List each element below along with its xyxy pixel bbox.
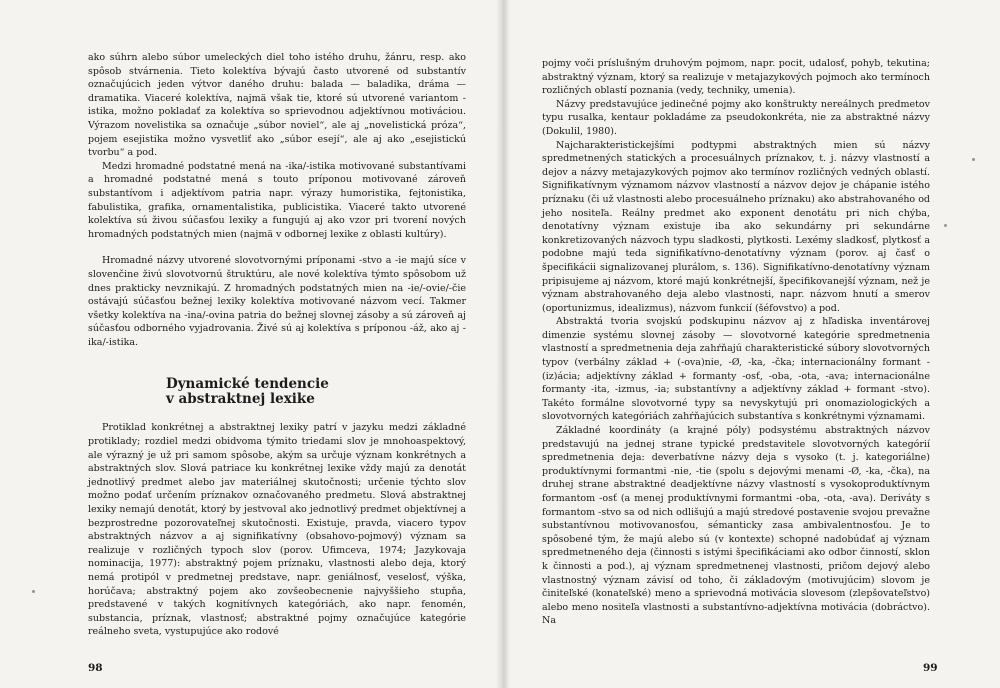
scan-speck bbox=[944, 224, 947, 227]
page-number: 99 bbox=[923, 662, 938, 674]
paragraph: Najcharakteristickejšími podtypmi abstraktných mien sú názvy spredmetnených statických a procesuálnych príznakov, t. j. názvy vlastností a dejov a názvy metajazykových pojmov ako termínov rozličných vedných oblastí. Signifikatívnym významom názvov vlastností a názvov dejov je chápanie istého príznaku (či už vlastnosti alebo procesuálneho príznaku) ako abstrahovaného od jeho nositeľa. Reálny predmet ako exponent denotátu pri nich chýba, denotatívny význam existuje iba ako sekundárny pri sekundárne konkretizovaných názvoch typu sladkosti, plytkosti. Lexémy sladkosť, plytkosť a podobne majú teda signifikatívno-denotatívny význam (porov. aj časť o špecifikácii signalizovanej plurálom, s. 136). Signifikatívno-denotatívny význam pripisujeme aj názvom, ktoré majú konkrétnejší, špecifikovanejší význam, než je význam abstrahovaného deja alebo vlastnosti, napr. názvom hnutí a smerov (oportunizmus, idealizmus), názvom funkcií (šéfovstvo) a pod. bbox=[542, 139, 930, 314]
paragraph: Medzi hromadné podstatné mená na -ika/-istika motivované substantívami a hromadné podstatné mená s touto príponou motivované zároveň substantívom i adjektívom patria napr. výrazy humoristika, fejtonistika, fabulistika, grafika, ornamentalistika, publicistika. Viaceré takto utvorené kolektíva sú živou súčasťou lexiky a fungujú aj ako vzor pri tvorení nových hromadných podstatných mien (najmä v odbornej lexike z oblasti kultúry). bbox=[88, 160, 466, 240]
page-number: 98 bbox=[88, 662, 103, 674]
paragraph: Protiklad konkrétnej a abstraktnej lexiky patrí v jazyku medzi základné protiklady; rozdiel medzi obidvoma týmito triedami slov je mnohoaspektový, ale výrazný je už pri samom spôsobe, akým sa určuje význam konkrétnych a abstraktných slov. Slová patriace ku konkrétnej lexike vždy majú za denotát jednotlivý predmet alebo jav materiálnej skutočnosti; určenie týchto slov možno podať určením príznakov označovaného predmetu. Slová abstraktnej lexiky nemajú denotát, ktorý by jestvoval ako jednotlivý predmet objektívnej a bezprostredne pozorovateľnej skutočnosti. Existuje, pravda, viacero typov abstraktných názvov a aj signifikatívny (obsahovo-pojmový) význam sa realizuje v rozličných typoch slov (porov. Ufimceva, 1974; Jazykovaja nominacija, 1977): abstraktný pojem príznaku, vlastnosti alebo deja, ktorý nemá protipól v predmetnej predstave, napr. geniálnosť, veselosť, výška, horúčava; abstraktný pojem ako zovšeobecnenie najvyššieho stupňa, predstavené v takých kognitívnych kategóriách, ako napr. fenomén, substancia, príznak, vlastnosť; abstraktné pojmy označujúce kategórie reálneho sveta, vystupujúce ako rodové bbox=[88, 422, 466, 638]
scan-speck bbox=[32, 590, 35, 593]
paragraph: Základné koordináty (a krajné póly) podsystému abstraktných názvov predstavujú na jednej strane typické predstavitele slovotvorných kategórií spredmetnenia deja: deverbatívne názvy deja s vysoko (t. j. kategoriálne) produktívnymi formantmi -nie, -tie (spolu s dejovými menami -Ø, -ka, -čka), na druhej strane abstraktné deadjektívne názvy vlastností s vysokoproduktívnym formantom -osť (a menej produktívnymi formantmi -oba, -ota, -ava). Deriváty s formantom -stvo sa od nich odlišujú a majú stredové postavenie svojou prevažne substantívnou motivovanosťou, sémanticky zasa ambivalentnosťou. Je to spôsobené tým, že majú alebo sú (v kontexte) schopné nadobúdať aj význam spredmetneného deja (činnosti s istými špecifikáciami ako odbor činností, sklon k činnosti a pod.), aj význam spredmetnenej vlastnosti, pričom dejový alebo vlastnostný význam závisí od toho, či základovým (motivujúcim) slovom je činiteľské (konateľské) meno a sprievodná motivácia slovesom (zlepšovateľstvo) alebo meno nositeľa vlastnosti a substantívno-adjektívna motivácia (dobráctvo). Na bbox=[542, 425, 930, 627]
right-page bbox=[505, 0, 1000, 688]
paragraph: Abstraktá tvoria svojskú podskupinu názvov aj z hľadiska inventárovej dimenzie systému slovnej zásoby — slovotvorné kategórie spredmetnenia vlastností a spredmetnenia deja zahŕňajú charakteristické súbory slovotvorných typov (verbálny základ + (-ova)nie, -Ø, -ka, -čka; internacionálny formant -(iz)ácia; adjektívny základ + formanty -osť, -oba, -ota, -ava; internacionálne formanty -ita, -izmus, -ia; substantívny a adjektívny základ + formant -stvo). Takéto formálne slovotvorné typy sa nevyskytujú pri onomaziologických a slovotvorných kategóriách zahŕňajúcich substantíva s konkrétnymi významami. bbox=[542, 316, 930, 423]
paragraph: ako súhrn alebo súbor umeleckých diel toho istého druhu, žánru, resp. ako spôsob stvárnenia. Tieto kolektíva bývajú často utvorené od substantív označujúcich jeden výtvor daného druhu: balada — baladika, dráma — dramatika. Viaceré kolektíva, najmä však tie, ktoré sú utvorené variantom -istika, možno pokladať za kolektíva so sprievodnou adjektívnou motiváciou. Výrazom novelistika sa označuje „súbor noviel“, ale aj „novelistická próza“, pojem esejistika možno vysvetliť ako „súbor esejí“, ale aj ako „esejistickú tvorbu“ a pod. bbox=[88, 52, 466, 159]
left-page-text bbox=[88, 51, 466, 639]
section-heading bbox=[166, 377, 466, 407]
scan-speck bbox=[972, 158, 975, 161]
right-page-text bbox=[542, 57, 930, 628]
paragraph: pojmy voči príslušným druhovým pojmom, napr. pocit, udalosť, pohyb, tekutina; abstraktný význam, ktorý sa realizuje v metajazykových pojmoch ako termínoch rozličných oblastí poznania (vedy, techniky, umenia). bbox=[542, 58, 930, 97]
section-heading-line: Dynamické tendencie bbox=[166, 376, 329, 393]
paragraph: Názvy predstavujúce jedinečné pojmy ako konštrukty nereálnych predmetov typu rusalka, kentaur pokladáme za pseudokonkréta, nie za abstraktné názvy (Dokulil, 1980). bbox=[542, 98, 930, 137]
section-heading-line: v abstraktnej lexike bbox=[166, 391, 315, 408]
paragraph: Hromadné názvy utvorené slovotvornými príponami -stvo a -ie majú síce v slovenčine živú slovotvornú štruktúru, ale nové kolektíva týmto spôsobom už dnes prakticky nevznikajú. Z hromadných podstatných mien na -ie/-ovie/-čie ostávajú súčasťou bežnej lexiky kolektíva motivované názvom vecí. Takmer všetky kolektíva na -ina/-ovina patria do bežnej slovnej zásoby a sú zároveň aj súčasťou odborného vyjadrovania. Živé sú aj kolektíva s príponou -áž, ako aj -ika/-istika. bbox=[88, 255, 466, 348]
